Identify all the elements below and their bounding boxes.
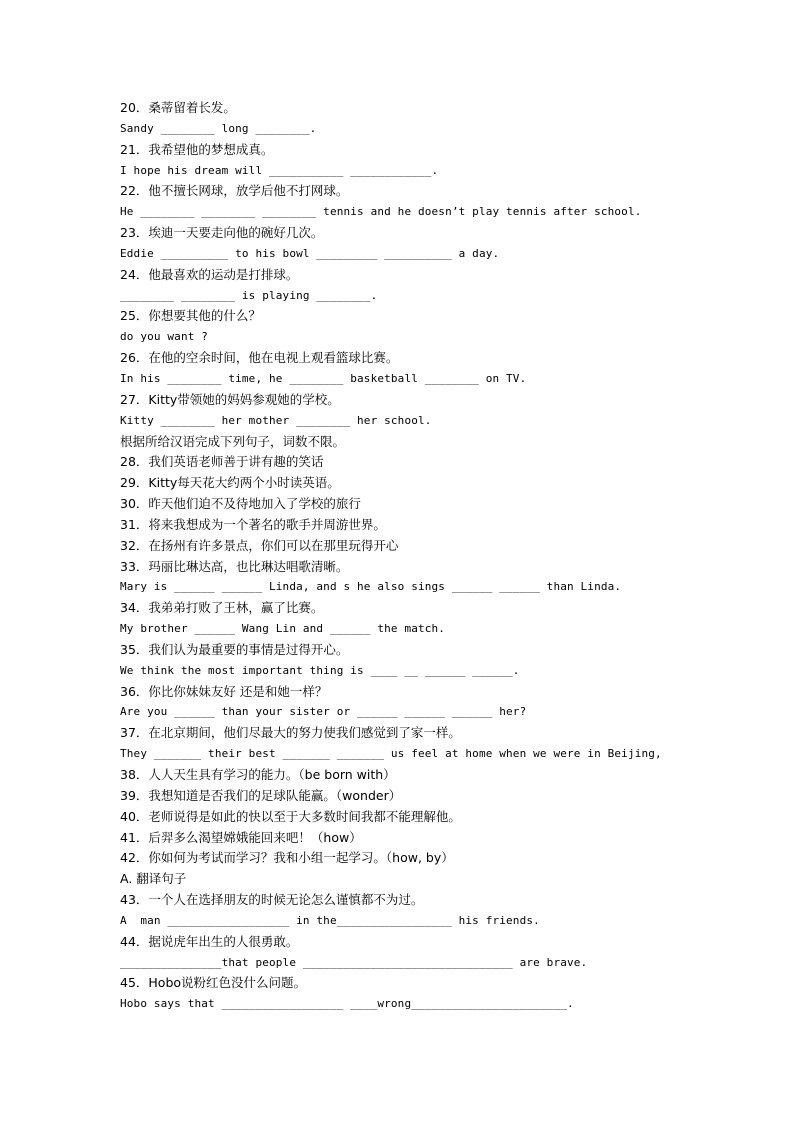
question-41-chinese: 41．后羿多么渴望嫦娥能回来吧！（how） [120,829,362,845]
question-27-english: Kitty ________ her mother ________ her school. [120,413,432,427]
question-26-english: In his ________ time, he ________ basketball ________ on TV. [120,371,527,385]
question-40-chinese: 40．老师说得是如此的快以至于大多数时间我都不能理解他。 [120,808,461,824]
question-36-english: Are you ______ than your sister or ______ ______ ______ her? [120,705,527,719]
question-24-english: ________ ________ is playing ________. [120,288,378,302]
question-44-chinese: 44．据说虎年出生的人很勇敢。 [120,933,299,949]
question-22-english: He ________ ________ ________ tennis and he doesn’t play tennis after school. [120,205,642,219]
question-26-chinese: 26．在他的空余时间，他在电视上观看篮球比赛。 [120,350,399,366]
question-25-english: do you want ? [120,330,209,344]
question-21-chinese: 21．我希望他的梦想成真。 [120,141,274,157]
question-23-english: Eddie __________ to his bowl _________ __________ a day. [120,246,500,260]
question-33-chinese: 33．玛丽比琳达高，也比琳达唱歌清晰。 [120,558,349,574]
question-43-chinese: 43．一个人在选择朋友的时候无论怎么谨慎都不为过。 [120,892,424,908]
question-29-chinese: 29．Kitty每天花大约两个小时读英语。 [120,475,340,491]
question-20-chinese: 20．桑蒂留着长发。 [120,100,236,115]
section-instruction: 根据所给汉语完成下列句子，词数不限。 [120,433,346,449]
question-34-chinese: 34．我弟弟打败了王林，赢了比赛。 [120,600,324,616]
question-27-chinese: 27．Kitty带领她的妈妈参观她的学校。 [120,391,340,407]
question-43-english: A man __________________ in the_________________ his friends. [120,913,540,927]
question-39-chinese: 39．我想知道是否我们的足球队能赢。（wonder） [120,787,402,803]
question-45-chinese: 45．Hobo说粉红色没什么问题。 [120,975,307,991]
question-21-english: I hope his dream will ___________ ____________. [120,163,439,177]
question-24-chinese: 24．他最喜欢的运动是打排球。 [120,266,299,282]
question-42-chinese: 42．你如何为考试而学习？我和小组一起学习。（how, by） [120,850,454,866]
question-20-english: Sandy ________ long ________. [120,121,317,135]
question-23-chinese: 23．埃迪一天要走向他的碗好几次。 [120,225,324,241]
question-35-english: We think the most important thing is ____ __ ______ ______. [120,663,520,677]
question-22-chinese: 22．他不擅长网球，放学后他不打网球。 [120,183,349,199]
question-38-chinese: 38．人人天生具有学习的能力。（be born with） [120,767,396,782]
question-37-chinese: 37．在北京期间，他们尽最大的努力使我们感觉到了家一样。 [120,725,461,741]
question-32-chinese: 32．在扬州有许多景点，你们可以在那里玩得开心 [120,537,399,553]
question-37-english: They _______ their best _______ _______ us feel at home when we were in Beijing, [120,747,662,761]
section-a-heading: A. 翻译句子 [120,871,187,887]
question-25-chinese: 25．你想要其他的什么？ [120,308,261,324]
worksheet-page [120,98,720,1015]
question-34-english: My brother ______ Wang Lin and ______ the match. [120,622,446,636]
question-33-english: Mary is ______ ______ Linda, and s he also sings ______ ______ than Linda. [120,580,622,594]
question-36-chinese: 36．你比你妹妹友好 还是和她一样？ [120,683,328,699]
question-35-chinese: 35．我们认为最重要的事情是过得开心。 [120,641,349,657]
question-45-english: Hobo says that __________________ ____wrong_______________________. [120,997,574,1011]
question-30-chinese: 30．昨天他们迫不及待地加入了学校的旅行 [120,496,361,512]
question-28-chinese: 28．我们英语老师善于讲有趣的笑话 [120,454,324,470]
question-44-english: _______________that people _______________________________ are brave. [120,955,588,969]
question-31-chinese: 31．将来我想成为一个著名的歌手并周游世界。 [120,516,386,532]
